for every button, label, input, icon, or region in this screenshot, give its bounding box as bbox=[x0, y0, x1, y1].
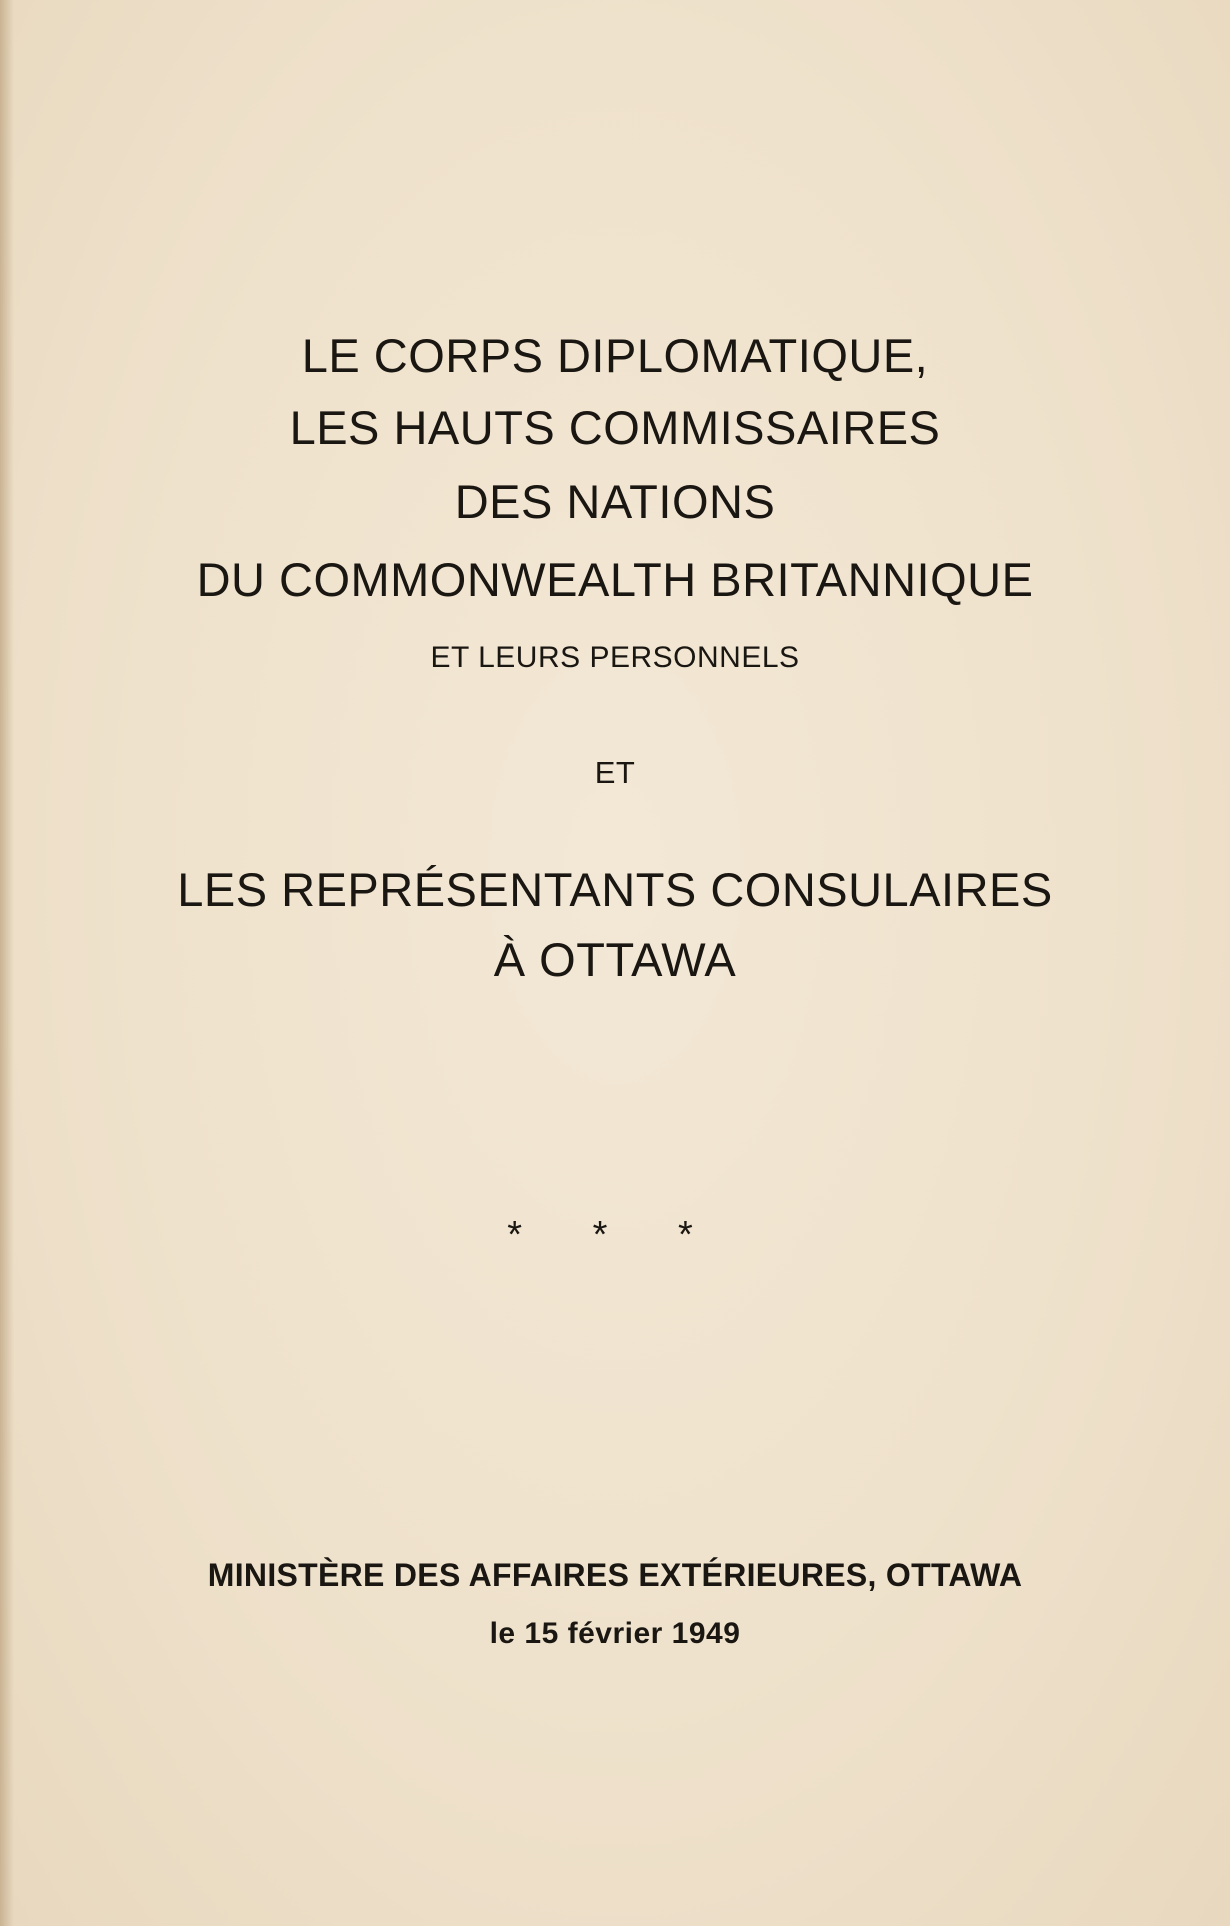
title-line-1: LE CORPS DIPLOMATIQUE, bbox=[301, 329, 929, 382]
conjunction: ET bbox=[594, 755, 636, 790]
date-line: le 15 février 1949 bbox=[489, 1617, 741, 1650]
consular-line-1: LES REPRÉSENTANTS CONSULAIRES bbox=[177, 863, 1053, 916]
subtitle: ET LEURS PERSONNELS bbox=[430, 641, 800, 674]
title-line-4: DU COMMONWEALTH BRITANNIQUE bbox=[196, 553, 1034, 606]
ministry-line: MINISTÈRE DES AFFAIRES EXTÉRIEURES, OTTAWA bbox=[207, 1557, 1023, 1593]
title-line-3: DES NATIONS bbox=[454, 475, 776, 528]
consular-line-2: À OTTAWA bbox=[493, 933, 737, 986]
separator-asterisks: * * * bbox=[507, 1214, 723, 1256]
title-line-2: LES HAUTS COMMISSAIRES bbox=[289, 401, 941, 454]
